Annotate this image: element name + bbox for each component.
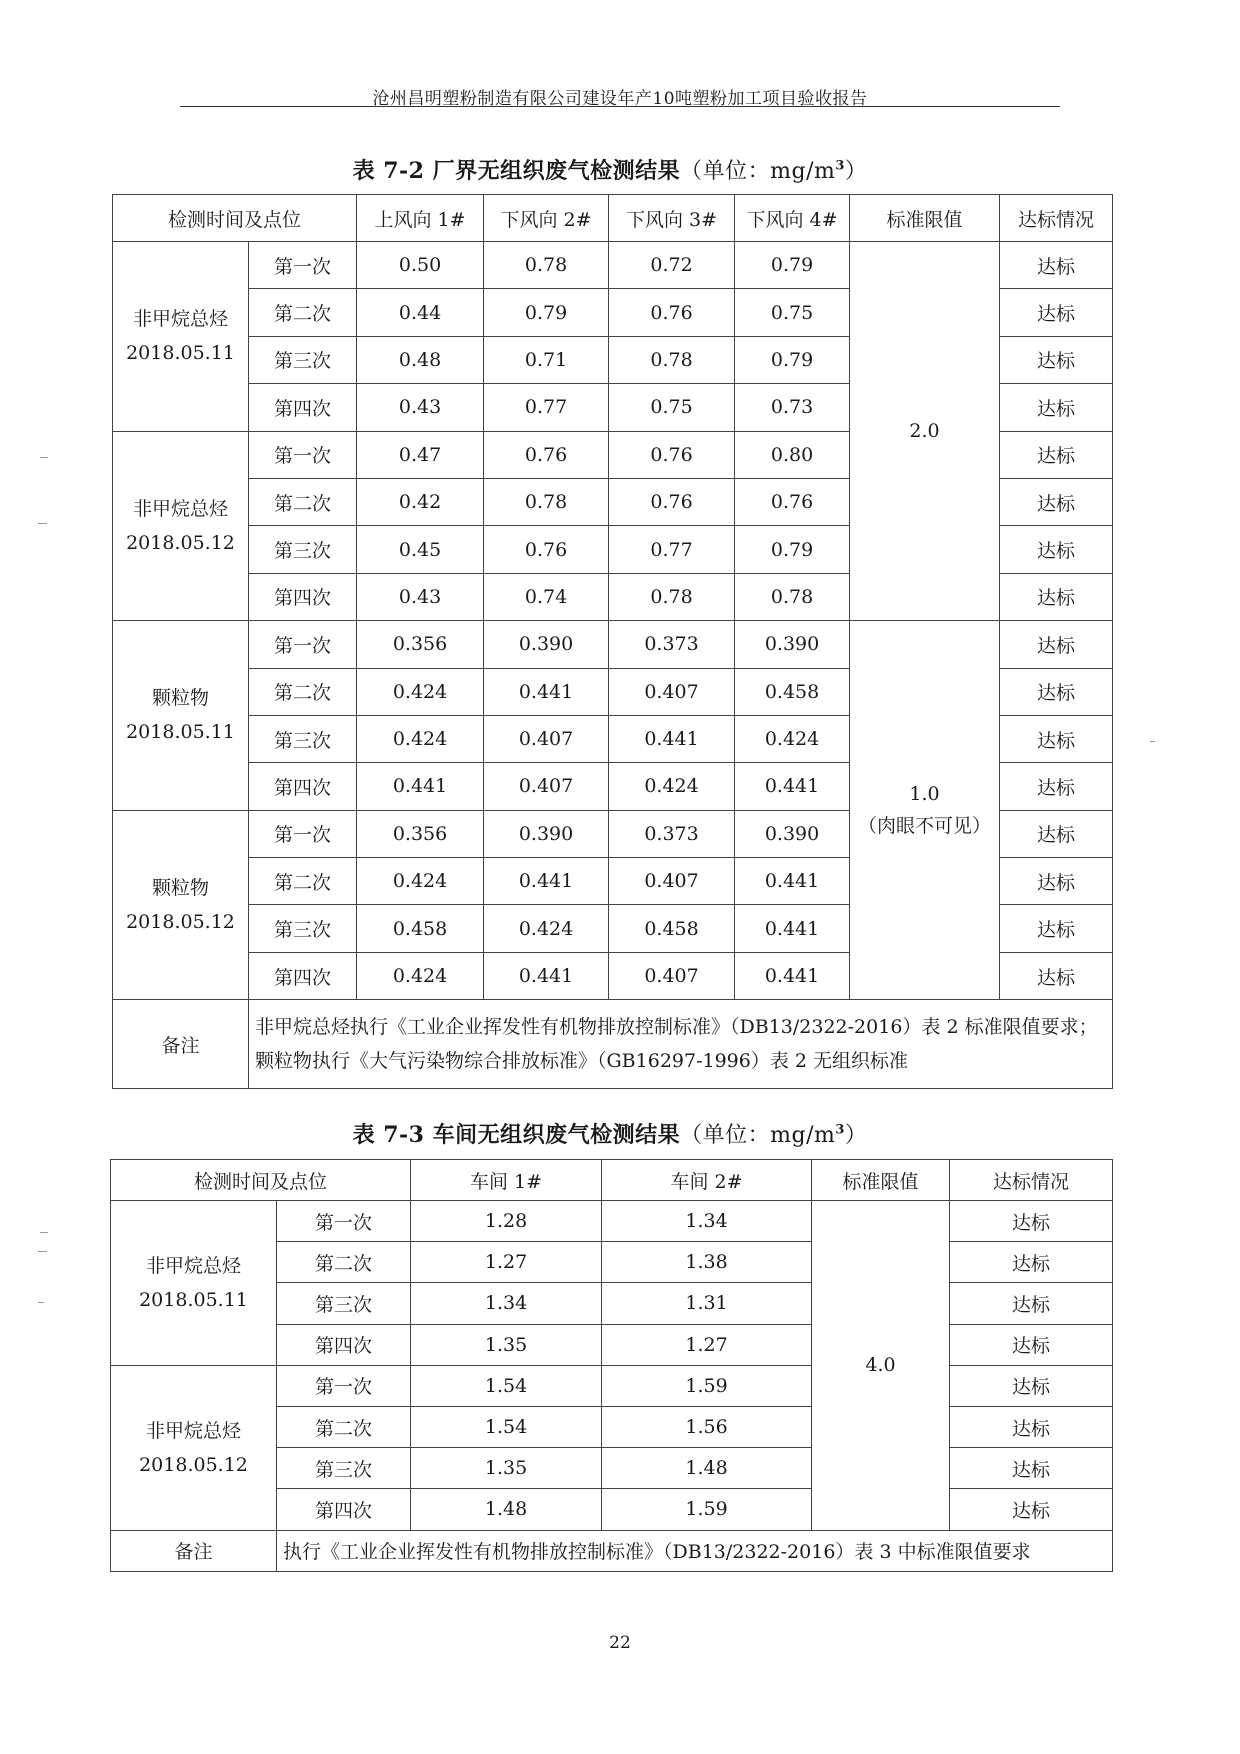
scan-mark — [38, 523, 47, 524]
status-cell: 达标 — [1000, 763, 1113, 810]
remark-label: 备注 — [113, 1000, 249, 1089]
value-cell: 1.35 — [411, 1324, 602, 1365]
status-cell: 达标 — [950, 1283, 1113, 1324]
value-cell: 0.424 — [357, 715, 484, 762]
value-cell: 0.458 — [357, 905, 484, 952]
value-cell: 0.43 — [357, 384, 484, 431]
scan-mark — [40, 1232, 48, 1233]
group-label-cell — [111, 1365, 277, 1530]
header-cell-upwind-1: 上风向 1# — [357, 195, 484, 242]
pollutant-name: 非甲烷总烃 — [132, 308, 228, 331]
caption-unit: （单位：mg/m — [680, 159, 836, 184]
table-7-2-body — [113, 242, 1113, 1089]
value-cell: 0.76 — [735, 478, 850, 525]
header-cell-workshop-2: 车间 2# — [602, 1160, 812, 1201]
sample-date: 2018.05.12 — [139, 1453, 248, 1476]
header-cell-position: 检测时间及点位 — [113, 195, 357, 242]
round-cell: 第一次 — [249, 242, 357, 289]
round-cell: 第二次 — [249, 858, 357, 905]
value-cell: 0.407 — [484, 715, 609, 762]
value-cell: 0.48 — [357, 336, 484, 383]
value-cell: 0.79 — [735, 526, 850, 573]
value-cell: 0.42 — [357, 478, 484, 525]
value-cell: 0.80 — [735, 431, 850, 478]
round-cell: 第一次 — [249, 621, 357, 668]
status-cell: 达标 — [1000, 621, 1113, 668]
scan-mark — [38, 1251, 47, 1252]
value-cell: 0.76 — [609, 289, 735, 336]
value-cell: 0.441 — [735, 952, 850, 999]
value-cell: 0.79 — [735, 242, 850, 289]
status-cell: 达标 — [950, 1242, 1113, 1283]
header-cell-status: 达标情况 — [950, 1160, 1113, 1201]
header-cell-status: 达标情况 — [1000, 195, 1113, 242]
value-cell: 0.407 — [609, 858, 735, 905]
round-cell: 第一次 — [277, 1201, 411, 1242]
group-label-cell — [113, 810, 249, 1000]
value-cell: 1.54 — [411, 1406, 602, 1447]
sample-date: 2018.05.11 — [139, 1288, 248, 1311]
caption-title: 车间无组织废气检测结果 — [432, 1122, 681, 1148]
status-cell: 达标 — [1000, 384, 1113, 431]
status-cell: 达标 — [1000, 431, 1113, 478]
header-cell-downwind-4: 下风向 4# — [735, 195, 850, 242]
value-cell: 1.34 — [602, 1201, 812, 1242]
value-cell: 0.441 — [735, 905, 850, 952]
caption-title: 厂界无组织废气检测结果 — [432, 158, 681, 184]
round-cell: 第三次 — [249, 526, 357, 573]
value-cell: 0.407 — [609, 952, 735, 999]
header-cell-limit: 标准限值 — [850, 195, 1000, 242]
limit-cell-vocs: 2.0 — [850, 242, 1000, 621]
round-cell: 第一次 — [277, 1365, 411, 1406]
page-header: 沧州昌明塑粉制造有限公司建设年产10吨塑粉加工项目验收报告 — [372, 89, 868, 109]
table-row — [113, 621, 1113, 668]
status-cell: 达标 — [1000, 526, 1113, 573]
value-cell: 0.79 — [484, 289, 609, 336]
round-cell: 第四次 — [249, 384, 357, 431]
round-cell: 第一次 — [249, 431, 357, 478]
value-cell: 0.373 — [609, 621, 735, 668]
value-cell: 0.78 — [609, 573, 735, 620]
caption-unit-sup: 3 — [835, 158, 845, 174]
remark-row — [113, 1000, 1113, 1089]
value-cell: 0.71 — [484, 336, 609, 383]
table-row — [111, 1365, 1113, 1406]
pollutant-name: 颗粒物 — [151, 876, 209, 899]
round-cell: 第四次 — [277, 1489, 411, 1530]
status-cell: 达标 — [950, 1489, 1113, 1530]
status-cell: 达标 — [950, 1324, 1113, 1365]
value-cell: 0.43 — [357, 573, 484, 620]
value-cell: 0.407 — [484, 763, 609, 810]
caption-unit-sup: 3 — [835, 1122, 845, 1138]
value-cell: 1.48 — [411, 1489, 602, 1530]
value-cell: 0.78 — [484, 478, 609, 525]
value-cell: 0.441 — [484, 668, 609, 715]
scan-mark — [1150, 741, 1155, 742]
status-cell: 达标 — [1000, 905, 1113, 952]
table-7-2 — [112, 194, 1113, 1089]
value-cell: 0.424 — [735, 715, 850, 762]
round-cell: 第三次 — [277, 1448, 411, 1489]
value-cell: 0.73 — [735, 384, 850, 431]
value-cell: 0.441 — [357, 763, 484, 810]
value-cell: 0.458 — [735, 668, 850, 715]
value-cell: 0.47 — [357, 431, 484, 478]
value-cell: 0.78 — [484, 242, 609, 289]
caption-unit-close: ） — [844, 159, 868, 184]
value-cell: 1.27 — [411, 1242, 602, 1283]
value-cell: 1.48 — [602, 1448, 812, 1489]
value-cell: 1.38 — [602, 1242, 812, 1283]
value-cell: 0.424 — [357, 858, 484, 905]
value-cell: 1.59 — [602, 1489, 812, 1530]
value-cell: 0.76 — [484, 431, 609, 478]
table-7-3-caption — [110, 1118, 1110, 1149]
value-cell: 1.34 — [411, 1283, 602, 1324]
value-cell: 0.50 — [357, 242, 484, 289]
value-cell: 0.77 — [609, 526, 735, 573]
round-cell: 第四次 — [277, 1324, 411, 1365]
round-cell: 第四次 — [249, 952, 357, 999]
round-cell: 第二次 — [249, 289, 357, 336]
status-cell: 达标 — [1000, 668, 1113, 715]
round-cell: 第三次 — [249, 905, 357, 952]
round-cell: 第四次 — [249, 763, 357, 810]
value-cell: 0.373 — [609, 810, 735, 857]
sample-date: 2018.05.12 — [126, 910, 235, 933]
table-row — [113, 242, 1113, 289]
sample-date: 2018.05.11 — [126, 342, 235, 365]
value-cell: 0.441 — [609, 715, 735, 762]
limit-note: （肉眼不可见） — [858, 815, 992, 838]
value-cell: 0.458 — [609, 905, 735, 952]
value-cell: 1.28 — [411, 1201, 602, 1242]
table-7-2-caption — [110, 154, 1110, 185]
value-cell: 0.77 — [484, 384, 609, 431]
value-cell: 0.407 — [609, 668, 735, 715]
value-cell: 0.356 — [357, 810, 484, 857]
table-7-3 — [110, 1159, 1113, 1572]
value-cell: 0.441 — [484, 952, 609, 999]
group-label-cell — [113, 431, 249, 621]
status-cell: 达标 — [1000, 336, 1113, 383]
round-cell: 第三次 — [249, 336, 357, 383]
value-cell: 1.56 — [602, 1406, 812, 1447]
status-cell: 达标 — [1000, 289, 1113, 336]
caption-unit-close: ） — [844, 1123, 868, 1148]
value-cell: 0.441 — [735, 858, 850, 905]
value-cell: 0.75 — [735, 289, 850, 336]
header-cell-downwind-3: 下风向 3# — [609, 195, 735, 242]
status-cell: 达标 — [950, 1448, 1113, 1489]
value-cell: 0.441 — [484, 858, 609, 905]
pollutant-name: 非甲烷总烃 — [145, 1254, 241, 1277]
status-cell: 达标 — [1000, 810, 1113, 857]
status-cell: 达标 — [1000, 242, 1113, 289]
scan-mark — [40, 457, 48, 458]
value-cell: 0.424 — [357, 952, 484, 999]
value-cell: 1.31 — [602, 1283, 812, 1324]
value-cell: 1.35 — [411, 1448, 602, 1489]
status-cell: 达标 — [950, 1365, 1113, 1406]
header-cell-downwind-2: 下风向 2# — [484, 195, 609, 242]
round-cell: 第二次 — [249, 668, 357, 715]
header-cell-position: 检测时间及点位 — [111, 1160, 411, 1201]
round-cell: 第二次 — [277, 1406, 411, 1447]
remark-text: 非甲烷总烃执行《工业企业挥发性有机物排放控制标准》（DB13/2322-2016）表 2 标准限值要求；颗粒物执行《大气污染物综合排放标准》（GB16297-1996）表 2 无组织标准 — [249, 1000, 1113, 1089]
header-cell-limit: 标准限值 — [812, 1160, 950, 1201]
value-cell: 0.424 — [484, 905, 609, 952]
sample-date: 2018.05.12 — [126, 531, 235, 554]
round-cell: 第三次 — [277, 1283, 411, 1324]
value-cell: 0.76 — [484, 526, 609, 573]
status-cell: 达标 — [950, 1406, 1113, 1447]
value-cell: 1.27 — [602, 1324, 812, 1365]
value-cell: 0.76 — [609, 431, 735, 478]
round-cell: 第四次 — [249, 573, 357, 620]
scan-mark — [38, 1302, 44, 1303]
header-rule — [180, 106, 1060, 107]
value-cell: 1.59 — [602, 1365, 812, 1406]
caption-prefix: 表 7-2 — [352, 158, 425, 184]
status-cell: 达标 — [1000, 858, 1113, 905]
value-cell: 0.356 — [357, 621, 484, 668]
round-cell: 第二次 — [277, 1242, 411, 1283]
sample-date: 2018.05.11 — [126, 721, 235, 744]
value-cell: 0.424 — [357, 668, 484, 715]
limit-value: 1.0 — [909, 783, 940, 806]
group-label-cell — [113, 242, 249, 432]
value-cell: 0.44 — [357, 289, 484, 336]
limit-cell: 4.0 — [812, 1201, 950, 1531]
value-cell: 0.78 — [609, 336, 735, 383]
value-cell: 0.390 — [484, 621, 609, 668]
value-cell: 0.75 — [609, 384, 735, 431]
value-cell: 0.45 — [357, 526, 484, 573]
header-cell-workshop-1: 车间 1# — [411, 1160, 602, 1201]
status-cell: 达标 — [1000, 573, 1113, 620]
status-cell: 达标 — [1000, 715, 1113, 762]
round-cell: 第一次 — [249, 810, 357, 857]
value-cell: 0.78 — [735, 573, 850, 620]
header-row — [111, 1160, 1113, 1201]
value-cell: 0.390 — [735, 621, 850, 668]
caption-prefix: 表 7-3 — [352, 1122, 425, 1148]
pollutant-name: 颗粒物 — [151, 687, 209, 710]
remark-row — [111, 1530, 1113, 1571]
value-cell: 0.74 — [484, 573, 609, 620]
group-label-cell — [111, 1201, 277, 1366]
table-7-3-body — [111, 1201, 1113, 1572]
value-cell: 0.79 — [735, 336, 850, 383]
status-cell: 达标 — [1000, 478, 1113, 525]
pollutant-name: 非甲烷总烃 — [145, 1419, 241, 1442]
page-number: 22 — [609, 1633, 631, 1653]
group-label-cell — [113, 621, 249, 811]
remark-label: 备注 — [111, 1530, 277, 1571]
value-cell: 0.390 — [484, 810, 609, 857]
value-cell: 0.390 — [735, 810, 850, 857]
round-cell: 第二次 — [249, 478, 357, 525]
limit-cell-particulate — [850, 621, 1000, 1000]
caption-unit: （单位：mg/m — [680, 1123, 836, 1148]
value-cell: 0.72 — [609, 242, 735, 289]
value-cell: 0.441 — [735, 763, 850, 810]
status-cell: 达标 — [1000, 952, 1113, 999]
round-cell: 第三次 — [249, 715, 357, 762]
remark-text: 执行《工业企业挥发性有机物排放控制标准》（DB13/2322-2016）表 3 中标准限值要求 — [277, 1530, 1113, 1571]
value-cell: 0.76 — [609, 478, 735, 525]
table-row — [111, 1201, 1113, 1242]
header-row — [113, 195, 1113, 242]
value-cell: 1.54 — [411, 1365, 602, 1406]
status-cell: 达标 — [950, 1201, 1113, 1242]
pollutant-name: 非甲烷总烃 — [132, 497, 228, 520]
value-cell: 0.424 — [609, 763, 735, 810]
